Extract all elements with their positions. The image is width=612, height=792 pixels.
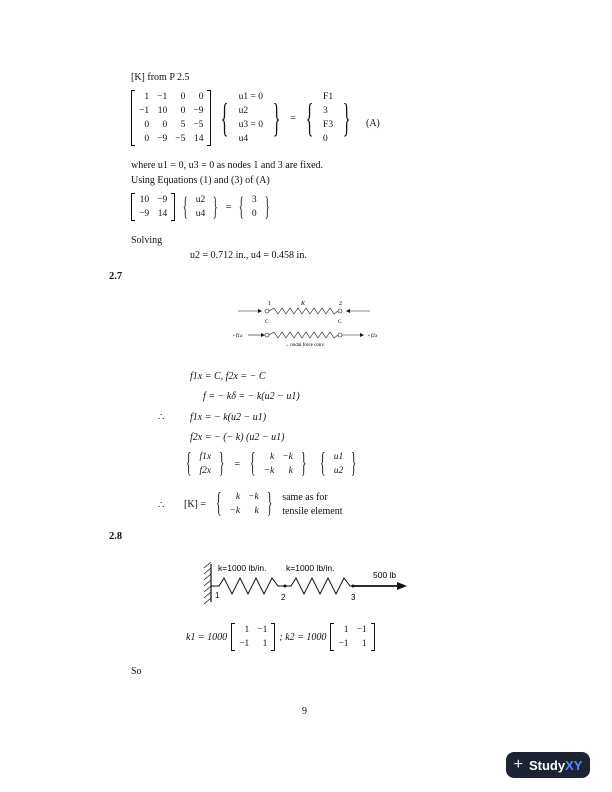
node-2-28: 2 [281,593,286,602]
equation-label: (A) [366,118,380,129]
vector-entry: u1 [333,452,344,462]
where-line: where u1 = 0, u3 = 0 as nodes 1 and 3 are fixed. [131,160,324,171]
matrix-cell: 1 [343,625,349,635]
vector-entry: u4 [195,209,206,219]
f1x-label: +f1x [232,333,243,339]
spring-k-label: K [301,301,306,307]
matrix-cell: −1 [257,625,268,635]
vector-entry: f2x [199,466,212,476]
k1-matrix [231,623,275,651]
matrix-cell: 0 [198,92,204,102]
matrix-cell: k [254,506,259,516]
matrix-row [135,207,171,221]
vector-entry: u3 = 0 [238,120,263,130]
load-label: 500 lb [373,570,397,580]
figure-caption: → nodal force conv. [284,343,325,348]
matrix-cell: −k [229,506,241,516]
matrix-cell: −1 [157,92,168,102]
matrix-cell: −k [263,466,275,476]
equals-sign-2: = [225,201,232,213]
so-label: So [131,666,142,677]
matrix-cell: 1 [262,639,268,649]
vector-entry: 3 [323,106,328,116]
matrix-cell: −1 [139,106,150,116]
force-vector-27: { f1x f2x } [186,448,225,479]
k1-label: k1 = 1000 [186,631,228,643]
matrix-cell: −5 [193,120,204,130]
reference-line: [K] from P 2.5 [131,72,190,83]
reduced-matrix [131,193,175,221]
studyxy-logo[interactable] [506,752,590,778]
matrix-cell: −5 [175,134,186,144]
matrix-row [260,464,297,478]
eq27-line-4: f2x = − (− k) (u2 − u1) [190,432,285,443]
reduced-f-vector: { 3 0 } [239,192,270,221]
matrix-row [135,132,207,146]
node-1-28: 1 [215,591,220,600]
matrix-row [135,104,207,118]
solution-line: u2 = 0.712 in., u4 = 0.458 in. [190,250,307,261]
node-2-label: 2 [339,301,342,307]
vector-entry: u2 [333,466,344,476]
vector-entry: 0 [323,134,328,144]
c-right-label: C [338,319,342,325]
matrix-cell: −k [248,492,259,502]
matrix-row [334,637,370,651]
matrix-row [235,623,271,637]
plus-icon: + [513,756,523,773]
vector-entry: f1x [199,452,212,462]
matrix-cell: −9 [157,195,168,205]
matrix-equation-a [131,90,356,146]
matrix-cell: −1 [239,639,250,649]
note-line-2: tensile element [282,505,343,517]
matrix-cell: k [288,466,293,476]
matrix-cell: 10 [139,195,150,205]
matrix-cell: 0 [162,120,168,130]
equals-sign-3: = [234,458,241,470]
matrix-cell: 0 [180,106,186,116]
two-spring-figure [203,558,413,608]
matrix-cell: 0 [144,120,150,130]
equals-sign: = [290,112,296,124]
using-line: Using Equations (1) and (3) of (A) [131,175,270,186]
vector-entry: u2 [195,195,206,205]
matrix-row [135,90,207,104]
vector-entry: 0 [251,209,257,219]
u-vector-27: { u1 u2 } [320,448,357,479]
f2x-label: +f2x [367,333,378,339]
k2-label: ; k2 = 1000 [279,631,327,643]
matrix-cell: −9 [157,134,168,144]
matrix-cell: 1 [244,625,250,635]
page-number: 9 [302,706,307,717]
k-label: [K] = [184,498,207,510]
matrix-cell: 1 [361,639,367,649]
section-2-7: 2.7 [109,271,123,282]
matrix-cell: k [235,492,241,502]
logo-study: Study [528,757,566,773]
c-left-label: C [265,319,269,325]
reduced-u-vector: { u2 u4 } [182,192,218,221]
eq27-line-3: f1x = − k(u2 − u1) [190,412,267,423]
matrix-cell: k [270,452,275,462]
force-vector: { F1 3 F3 0 } [305,92,351,144]
stiffness-matrix [131,90,211,146]
reduced-equation [131,193,273,221]
matrix-row [225,504,262,518]
therefore-symbol-1: ∴ [158,412,165,423]
k2-matrix [330,623,374,651]
vector-entry: u2 [238,106,249,116]
vector-entry: 3 [251,195,257,205]
matrix-cell: 14 [193,134,204,144]
spring-1-label: k=1000 lb/in. [218,563,267,573]
matrix-cell: −9 [193,106,204,116]
solving-label: Solving [131,235,163,246]
spring-force-figure [232,296,388,356]
logo-xy: XY [565,757,583,773]
therefore-symbol-2: ∴ [158,500,165,511]
stiffness-result [184,490,342,518]
matrix-row [235,637,271,651]
note-line-1: same as for [282,491,328,503]
matrix-cell: −9 [139,209,150,219]
k-matrices-line [186,623,375,651]
matrix-cell: −k [282,452,293,462]
matrix-cell: 5 [180,120,186,130]
node-1-label: 1 [268,301,271,307]
eq27-line-1: f1x = C, f2x = − C [190,371,266,382]
matrix-row [334,623,370,637]
matrix-cell: 10 [157,106,168,116]
logo-text [529,758,582,773]
matrix-cell: 0 [144,134,150,144]
matrix-row [135,118,207,132]
vector-entry: F3 [323,120,334,130]
displacement-vector: { u1 = 0 u2 u3 = 0 u4 } [221,92,281,144]
eq27-line-2: f = − kδ = − k(u2 − u1) [203,391,300,402]
spring-2-label: k=1000 lb/in. [286,563,335,573]
vector-entry: u4 [238,134,249,144]
matrix-cell: −1 [338,639,349,649]
matrix-row [225,490,262,504]
matrix-cell: −1 [356,625,367,635]
k-matrix-27: { k −k −k k } [250,448,307,479]
vector-entry: u1 = 0 [238,92,263,102]
vector-entry: F1 [323,92,334,102]
node-3-28: 3 [351,593,356,602]
matrix-cell: 14 [157,209,168,219]
matrix-row [260,450,297,464]
matrix-cell: 0 [180,92,186,102]
matrix-row [135,193,171,207]
k-matrix-result: { k −k −k k } [216,488,273,519]
section-2-8: 2.8 [109,531,123,542]
matrix-cell: 1 [144,92,150,102]
force-stiffness-equation [182,450,361,478]
